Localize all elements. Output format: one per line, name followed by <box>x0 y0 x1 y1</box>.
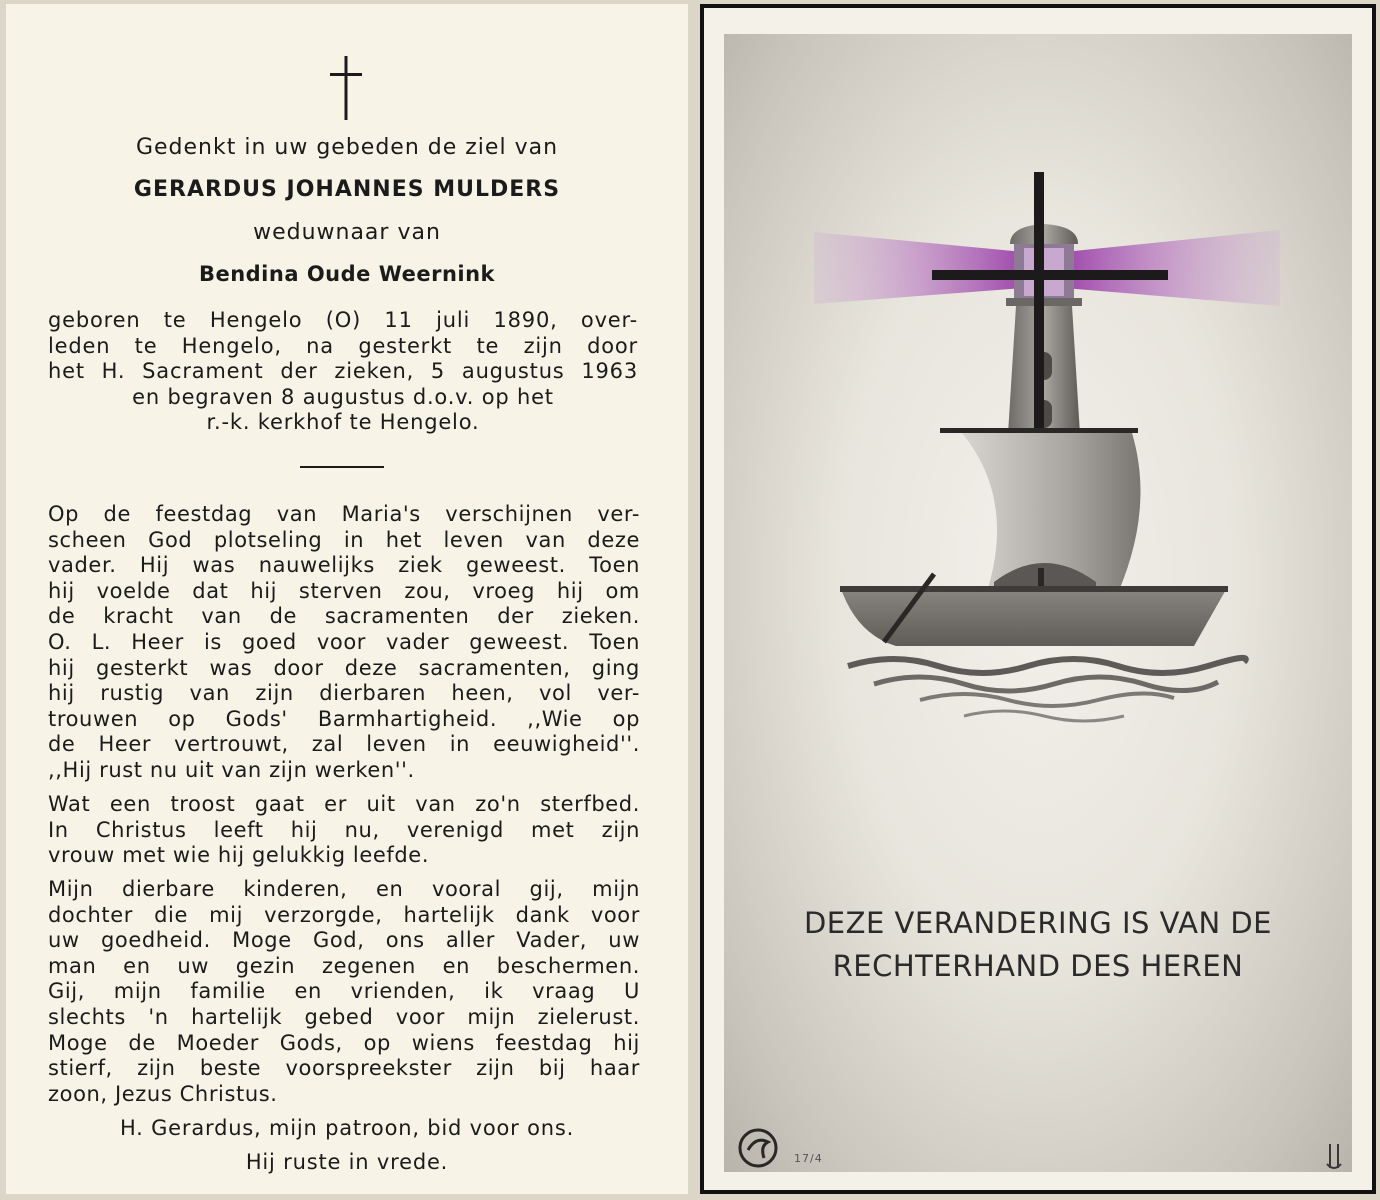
intro-line: Gedenkt in uw gebeden de ziel van <box>135 135 559 160</box>
bio-line: leden te Hengelo, na gesterkt te zijn door <box>48 333 638 358</box>
text-line: scheen God plotseling in het leven van deze <box>48 527 640 552</box>
publisher-logo-icon <box>738 1128 778 1168</box>
closing-prayer: H. Gerardus, mijn patroon, bid voor ons. <box>119 1116 575 1140</box>
deceased-name: GERARDUS JOHANNES MULDERS <box>133 177 561 202</box>
paragraph-2 <box>48 792 640 869</box>
text-line: Op de feestdag van Maria's verschijnen ver- <box>48 502 640 526</box>
text-line: Moge de Moeder Gods, op wiens feestdag hij <box>48 1030 640 1055</box>
artist-monogram-icon <box>1324 1142 1344 1172</box>
text-line: hij rustig van zijn dierbaren heen, vol ver- <box>48 681 640 706</box>
memorial-text-card <box>6 4 688 1194</box>
text-line: trouwen op Gods' Barmhartigheid. ,,Wie op <box>48 706 640 731</box>
bio-line: en begraven 8 augustus d.o.v. op het <box>132 384 554 409</box>
publisher-code: 17/4 <box>794 1152 823 1165</box>
text-line: Wat een troost gaat er uit van zo'n sterfbed. <box>48 792 640 816</box>
bio-line: r.-k. kerkhof te Hengelo. <box>206 410 480 435</box>
text-line: vader. Hij was nauwelijks ziek geweest. Toen <box>48 553 640 578</box>
image-card <box>700 4 1376 1194</box>
text-line: hij gesterkt was door deze sacramenten, ging <box>48 655 640 680</box>
bio-line: het H. Sacrament der zieken, 5 augustus 1963 <box>48 359 638 384</box>
illustration-panel <box>724 34 1352 1172</box>
text-line: ,,Hij rust nu uit van zijn werken''. <box>48 757 415 782</box>
motto-line-1: DEZE VERANDERING IS VAN DE <box>803 906 1273 940</box>
text-line: O. L. Heer is goed voor vader geweest. Toen <box>48 629 640 654</box>
text-line: stierf, zijn beste voorspreekster zijn bij haar <box>48 1056 640 1081</box>
text-line: dochter die mij verzorgde, hartelijk dank voor <box>48 902 640 927</box>
text-line: Mijn dierbare kinderen, en vooral gij, mijn <box>48 877 640 901</box>
relation-line: weduwnaar van <box>253 220 441 245</box>
text-line: vrouw met wie hij gelukkig leefde. <box>48 843 430 868</box>
bio-line: geboren te Hengelo (O) 11 juli 1890, over- <box>48 308 638 332</box>
paragraph-3 <box>48 877 640 1107</box>
divider <box>300 466 384 468</box>
text-line: In Christus leeft hij nu, verenigd met zijn <box>48 817 640 842</box>
text-line: Gij, mijn familie en vrienden, ik vraag U <box>48 979 640 1004</box>
text-line: de Heer vertrouwt, zal leven in eeuwigheid''. <box>48 732 640 757</box>
biography-block <box>48 308 638 436</box>
text-line: uw goedheid. Moge God, ons aller Vader, uw <box>48 928 640 953</box>
motto-line-2: RECHTERHAND DES HEREN <box>832 949 1244 983</box>
paragraph-1 <box>48 502 640 784</box>
text-line: hij voelde dat hij sterven zou, vroeg hij om <box>48 578 640 603</box>
lighthouse-ship-illustration <box>724 34 1352 794</box>
cross-icon <box>328 56 364 120</box>
closing-rest: Hij ruste in vrede. <box>245 1150 449 1174</box>
text-line: zoon, Jezus Christus. <box>48 1081 278 1106</box>
text-line: de kracht van de sacramenten der zieken. <box>48 604 640 629</box>
text-line: slechts 'n hartelijk gebed voor mijn zielerust. <box>48 1004 640 1029</box>
spouse-name: Bendina Oude Weernink <box>198 262 496 286</box>
text-line: man en uw gezin zegenen en beschermen. <box>48 953 640 978</box>
